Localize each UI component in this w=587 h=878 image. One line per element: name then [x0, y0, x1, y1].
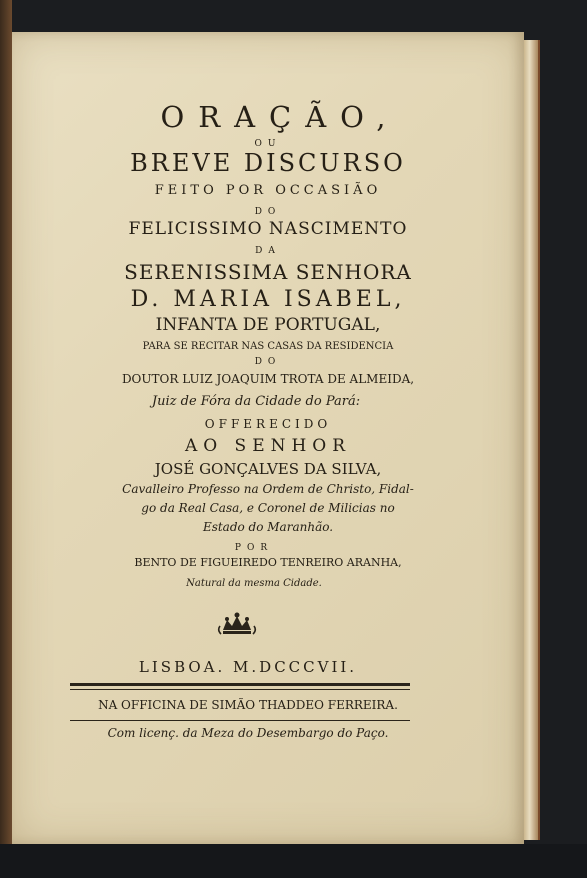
title-infanta-de-portugal: INFANTA DE PORTUGAL,: [155, 315, 381, 335]
title-do-2: DO: [254, 357, 282, 367]
title-bento-de-figueiredo: BENTO DE FIGUEIREDO TENREIRO ARANHA,: [134, 556, 402, 569]
double-rule-top-thin: [70, 689, 410, 690]
title-estado-do-maranhao: Estado do Maranhão.: [202, 520, 334, 534]
title-juiz-de-fora: Juiz de Fóra da Cidade do Pará:: [151, 394, 361, 409]
title-natural-da-mesma-cidade: Natural da mesma Cidade.: [186, 578, 322, 589]
imprint-printer: NA OFFICINA DE SIMÃO THADDEO FERREIRA.: [98, 698, 398, 712]
title-serenissima-senhora: SERENISSIMA SENHORA: [124, 260, 412, 284]
title-feito-por-occasiao: FEITO POR OCCASIÃO: [154, 183, 382, 198]
title-cavalleiro-professo: Cavalleiro Professo na Ordem de Christo, Fidal-: [122, 482, 414, 496]
title-page: [12, 32, 524, 844]
title-da: DA: [255, 246, 281, 256]
title-offerecido: OFFERECIDO: [204, 417, 332, 431]
title-felicissimo-nascimento: FELICISSIMO NASCIMENTO: [128, 219, 408, 239]
title-doutor-luiz: DOUTOR LUIZ JOAQUIM TROTA DE ALMEIDA,: [121, 372, 415, 386]
title-oracao: ORAÇÃO,: [160, 100, 400, 134]
crown-ornament-icon: [217, 610, 257, 638]
page-fore-edge: [524, 40, 540, 840]
title-go-da-real-casa: go da Real Casa, e Coronel de Milicias no: [141, 501, 395, 515]
title-jose-goncalves: JOSÉ GONÇALVES DA SILVA,: [154, 460, 382, 478]
imprint-license: Com licenç. da Meza do Desembargo do Paço.: [107, 726, 389, 740]
imprint-place-date: LISBOA. M.DCCCVII.: [138, 658, 358, 676]
book-cover-left: [0, 0, 12, 878]
double-rule-top-thick: [70, 683, 410, 686]
title-para-se-recitar: PARA SE RECITAR NAS CASAS DA RESIDENCIA: [142, 341, 394, 352]
rule-bottom: [70, 720, 410, 721]
title-do-1: DO: [254, 207, 282, 217]
title-maria-isabel: D. MARIA ISABEL,: [130, 287, 406, 312]
title-ao-senhor: AO SENHOR: [184, 436, 352, 456]
title-breve-discurso: BREVE DISCURSO: [130, 149, 406, 177]
title-ou: OU: [254, 139, 282, 149]
title-por: POR: [234, 543, 274, 553]
book-cover-bottom: [0, 844, 587, 878]
